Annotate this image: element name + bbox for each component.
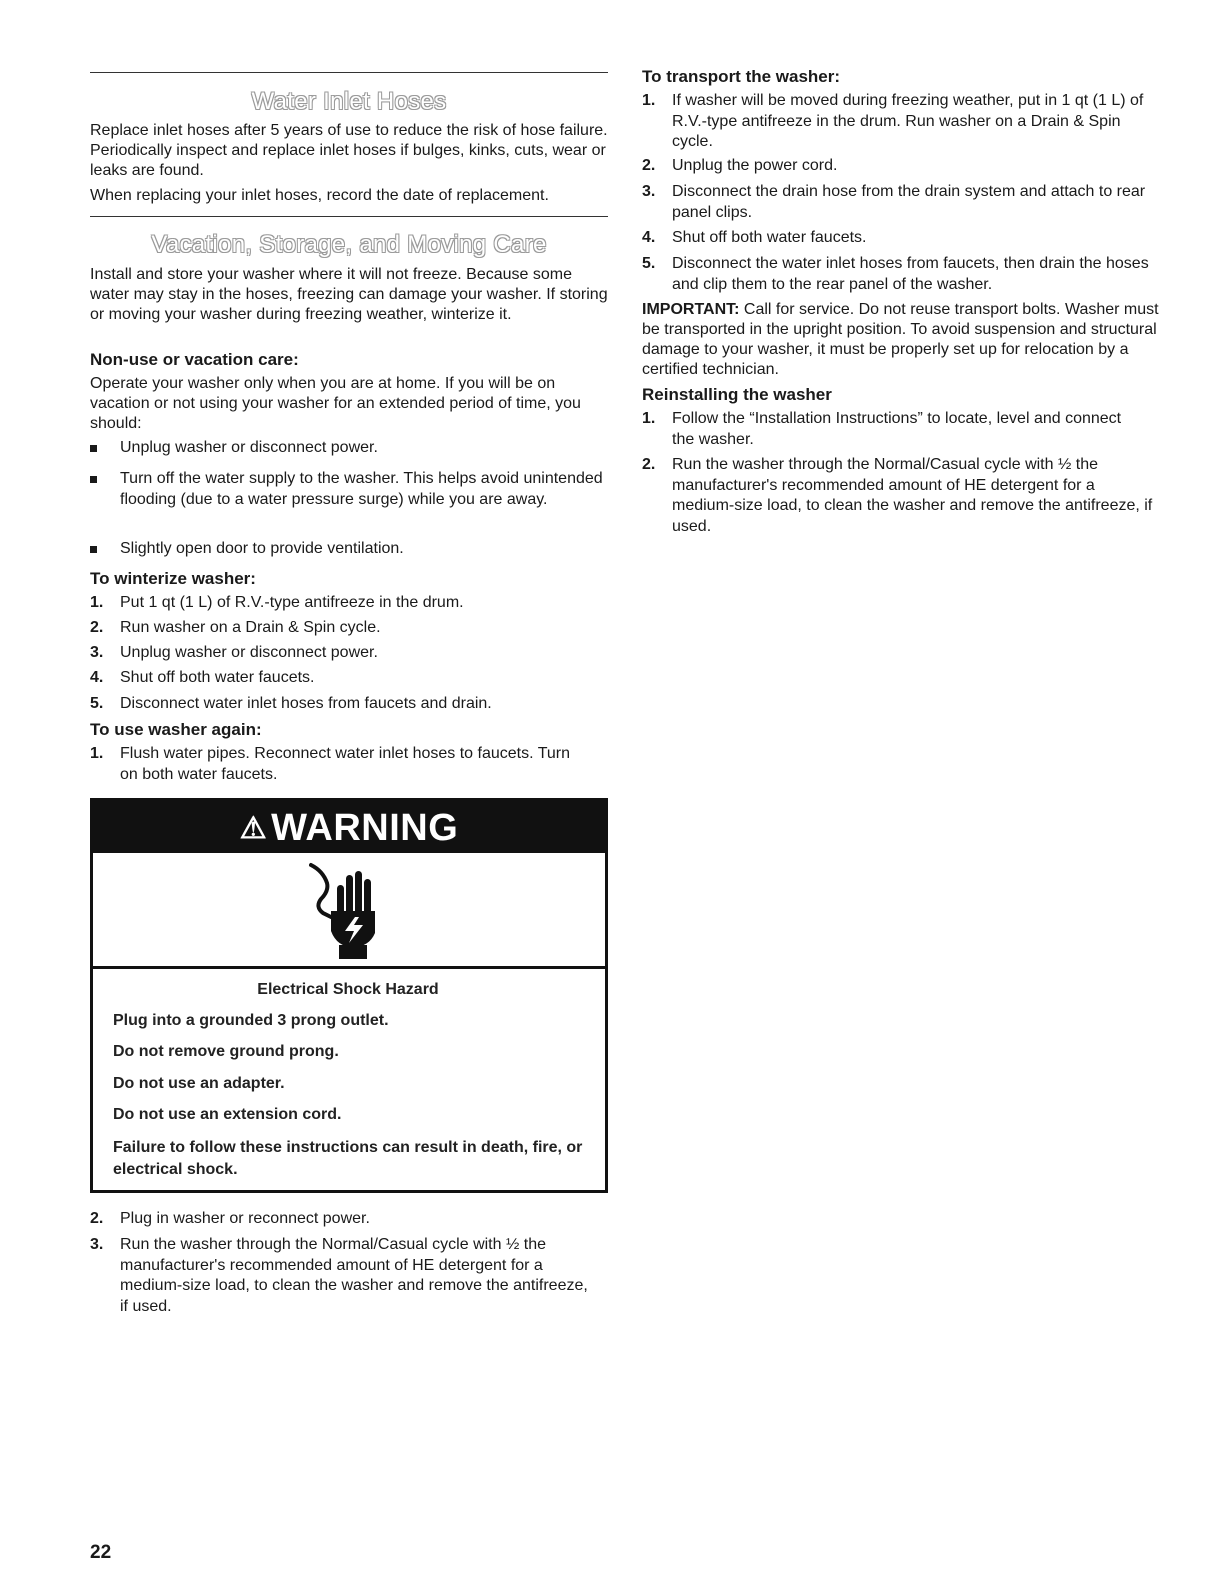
nonuse-paragraph: Operate your washer only when you are at home. If you will be on vacation or not using your washer for an extended period of time, you should: — [90, 375, 581, 432]
list-item: 1. Flush water pipes. Reconnect water inlet hoses to faucets. Turn on both water faucets. — [90, 745, 571, 783]
list-item: Turn off the water supply to the washer. This helps avoid unintended flooding (due to a water pressure surge) while you are away. — [90, 469, 608, 510]
list-item: 3. Disconnect the drain hose from the drain system and attach to rear panel clips. — [642, 183, 1146, 221]
list-item: 3. Unplug washer or disconnect power. — [90, 644, 378, 661]
warning-hazard-title: Electrical Shock Hazard — [257, 981, 439, 998]
warning-line: Do not use an adapter. — [113, 1075, 285, 1092]
reinstall-heading: Reinstalling the washer — [642, 385, 832, 404]
bullet-icon — [90, 546, 97, 553]
section-title-water-inlet-hoses: Water Inlet Hoses — [251, 88, 447, 115]
important-label: IMPORTANT: — [642, 301, 740, 318]
warning-header — [93, 801, 605, 853]
list-item: 5. Disconnect water inlet hoses from faucets and drain. — [90, 695, 492, 712]
list-item: 4. Shut off both water faucets. — [642, 229, 867, 246]
electrical-shock-hand-icon — [309, 861, 389, 961]
section-divider — [90, 72, 608, 73]
bullet-icon — [90, 476, 97, 483]
list-item: Unplug washer or disconnect power. — [90, 438, 608, 459]
section-divider — [90, 216, 608, 217]
warning-word: WARNING — [271, 807, 459, 849]
list-item: 2. Plug in washer or reconnect power. — [90, 1210, 370, 1227]
list-item: 2. Unplug the power cord. — [642, 157, 838, 174]
list-item: 1. If washer will be moved during freezing weather, put in 1 qt (1 L) of R.V.-type antifreeze in the drum. Run washer on a Drain & Spin cycle. — [642, 92, 1144, 150]
important-note — [642, 300, 1162, 380]
use-again-heading: To use washer again: — [90, 720, 262, 739]
list-item: 1. Follow the “Installation Instructions” to locate, level and connect the washer. — [642, 410, 1122, 448]
water-inlet-record-paragraph: When replacing your inlet hoses, record the date of replacement. — [90, 187, 549, 204]
section-title-vacation-storage: Vacation, Storage, and Moving Care — [151, 231, 547, 258]
list-item: 5. Disconnect the water inlet hoses from faucets, then drain the hoses and clip them to the rear panel of the washer. — [642, 255, 1149, 293]
list-item: 4. Shut off both water faucets. — [90, 669, 315, 686]
important-text: Call for service. Do not reuse transport bolts. Washer must be transported in the upright position. To avoid suspension and structural damage to your washer, it must be properly set up for relocation by a certified technician. — [642, 301, 1159, 378]
warning-line: Failure to follow these instructions can result in death, fire, or electrical shock. — [113, 1139, 583, 1178]
winterize-heading: To winterize washer: — [90, 569, 256, 588]
list-item: Slightly open door to provide ventilation. — [90, 539, 608, 560]
water-inlet-paragraph: Replace inlet hoses after 5 years of use to reduce the risk of hose failure. Periodically inspect and replace inlet hoses if bulges, kinks, cuts, wear or leaks are found. — [90, 122, 608, 179]
warning-line: Do not remove ground prong. — [113, 1043, 339, 1060]
vacation-intro-paragraph: Install and store your washer where it will not freeze. Because some water may stay in the hoses, freezing can damage your washer. If storing or moving your washer during freezing weather, winterize it. — [90, 266, 608, 323]
warning-triangle-icon: ⚠ — [239, 812, 268, 845]
warning-line: Do not use an extension cord. — [113, 1106, 342, 1123]
bullet-icon — [90, 445, 97, 452]
list-item: 2. Run the washer through the Normal/Casual cycle with ½ the manufacturer's recommended amount of HE detergent for a medium-size load, to clean the washer and remove the antifreeze, if used. — [642, 456, 1153, 535]
list-item: 1. Put 1 qt (1 L) of R.V.-type antifreeze in the drum. — [90, 594, 464, 611]
list-item: 3. Run the washer through the Normal/Casual cycle with ½ the manufacturer's recommended amount of HE detergent for a medium-size load, to clean the washer and remove the antifreeze, if used. — [90, 1236, 588, 1315]
nonuse-heading: Non-use or vacation care: — [90, 350, 299, 369]
warning-line: Plug into a grounded 3 prong outlet. — [113, 1012, 389, 1029]
list-item: 2. Run washer on a Drain & Spin cycle. — [90, 619, 381, 636]
warning-icon-area — [93, 853, 605, 969]
transport-heading: To transport the washer: — [642, 67, 841, 86]
page-number: 22 — [90, 1542, 112, 1563]
warning-box — [90, 798, 608, 1193]
